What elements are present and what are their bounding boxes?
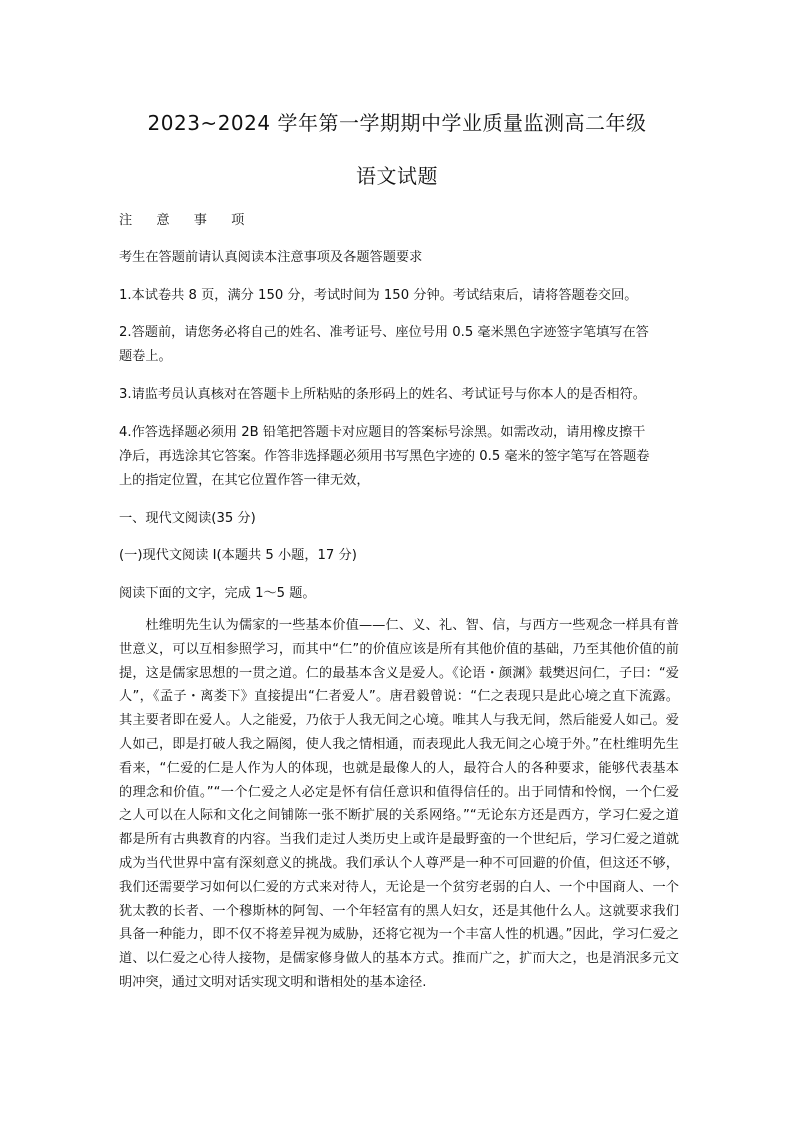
exam-subtitle: 语文试题 <box>356 164 438 188</box>
notice-item-4-line-3: 上的指定位置，在其它位置作答一律无效， <box>119 473 370 488</box>
subsection-heading: (一)现代文阅读 I(本题共 5 小题，17 分) <box>119 548 357 563</box>
reading-instruction: 阅读下面的文字，完成 1～5 题。 <box>119 586 316 601</box>
notice-intro: 考生在答题前请认真阅读本注意事项及各题答题要求 <box>119 250 423 265</box>
notice-item-2-line-1: 2.答题前，请您务必将自己的姓名、准考证号、座位号用 0.5 毫米黑色字迹签字笔填写在答 <box>119 325 649 340</box>
notice-item-2-line-2: 题卷上。 <box>119 349 172 364</box>
section-heading: 一、现代文阅读(35 分) <box>119 511 256 526</box>
exam-title: 2023~2024 学年第一学期期中学业质量监测高二年级 <box>147 111 647 135</box>
notice-item-1: 1.本试卷共 8 页，满分 150 分，考试时间为 150 分钟。考试结束后，请将答题卷交回。 <box>119 288 638 303</box>
notice-heading: 注 意 事 项 <box>119 213 255 228</box>
reading-passage: 杜维明先生认为儒家的一些基本价值——仁、义、礼、智、信，与西方一些观念一样具有普世意义，可以互相参照学习，而其中“仁”的价值应该是所有其他价值的基础，乃至其他价值的前提，这是儒家思想的一贯之道。仁的最基本含义是爱人。《论语・颜渊》载樊迟问仁，子曰：“爱人”，《孟子・离娄下》直接提出“仁者爱人”。唐君毅曾说：“仁之表现只是此心境之直下流露。其主要者即在爱人。人之能爱，乃依于人我无间之心境。唯其人与我无间，然后能爱人如己。爱人如己，即是打破人我之隔阂，使人我之情相通，而表现此人我无间之心境于外。”在杜维明先生看来，“仁爱的仁是人作为人的体现，也就是最像人的人，最符合人的各种要求，能够代表基本的理念和价值。”“一个仁爱之人必定是怀有信任意识和值得信任的。出于同情和怜悯，一个仁爱之人可以在人际和文化之间铺陈一张不断扩展的关系网络。”“无论东方还是西方，学习仁爱之道都是所有古典教育的内容。当我们走过人类历史上或许是最野蛮的一个世纪后，学习仁爱之道就成为当代世界中富有深刻意义的挑战。我们承认个人尊严是一种不可回避的价值，但这还不够，我们还需要学习如何以仁爱的方式来对待人，无论是一个贫穷老弱的白人、一个中国商人、一个犹太教的长者、一个穆斯林的阿訇、一个年轻富有的黑人妇女，还是其他什么人。这就要求我们具备一种能力，即不仅不将差异视为威胁，还将它视为一个丰富人性的机遇。”因此，学习仁爱之道、以仁爱之心待人接物，是儒家修身做人的基本方式。推而广之，扩而大之，也是消泯多元文明冲突，通过文明对话实现文明和谐相处的基本途径. <box>119 618 679 990</box>
notice-item-4-line-1: 4.作答选择题必须用 2B 铅笔把答题卡对应题目的答案标号涂黑。如需改动，请用橡皮擦干 <box>119 425 646 440</box>
notice-item-3: 3.请监考员认真核对在答题卡上所粘贴的条形码上的姓名、考试证号与你本人的是否相符。 <box>119 387 646 402</box>
notice-item-4-line-2: 净后，再选涂其它答案。作答非选择题必须用书写黑色字迹的 0.5 毫米的签字笔写在答题卷 <box>119 449 650 464</box>
